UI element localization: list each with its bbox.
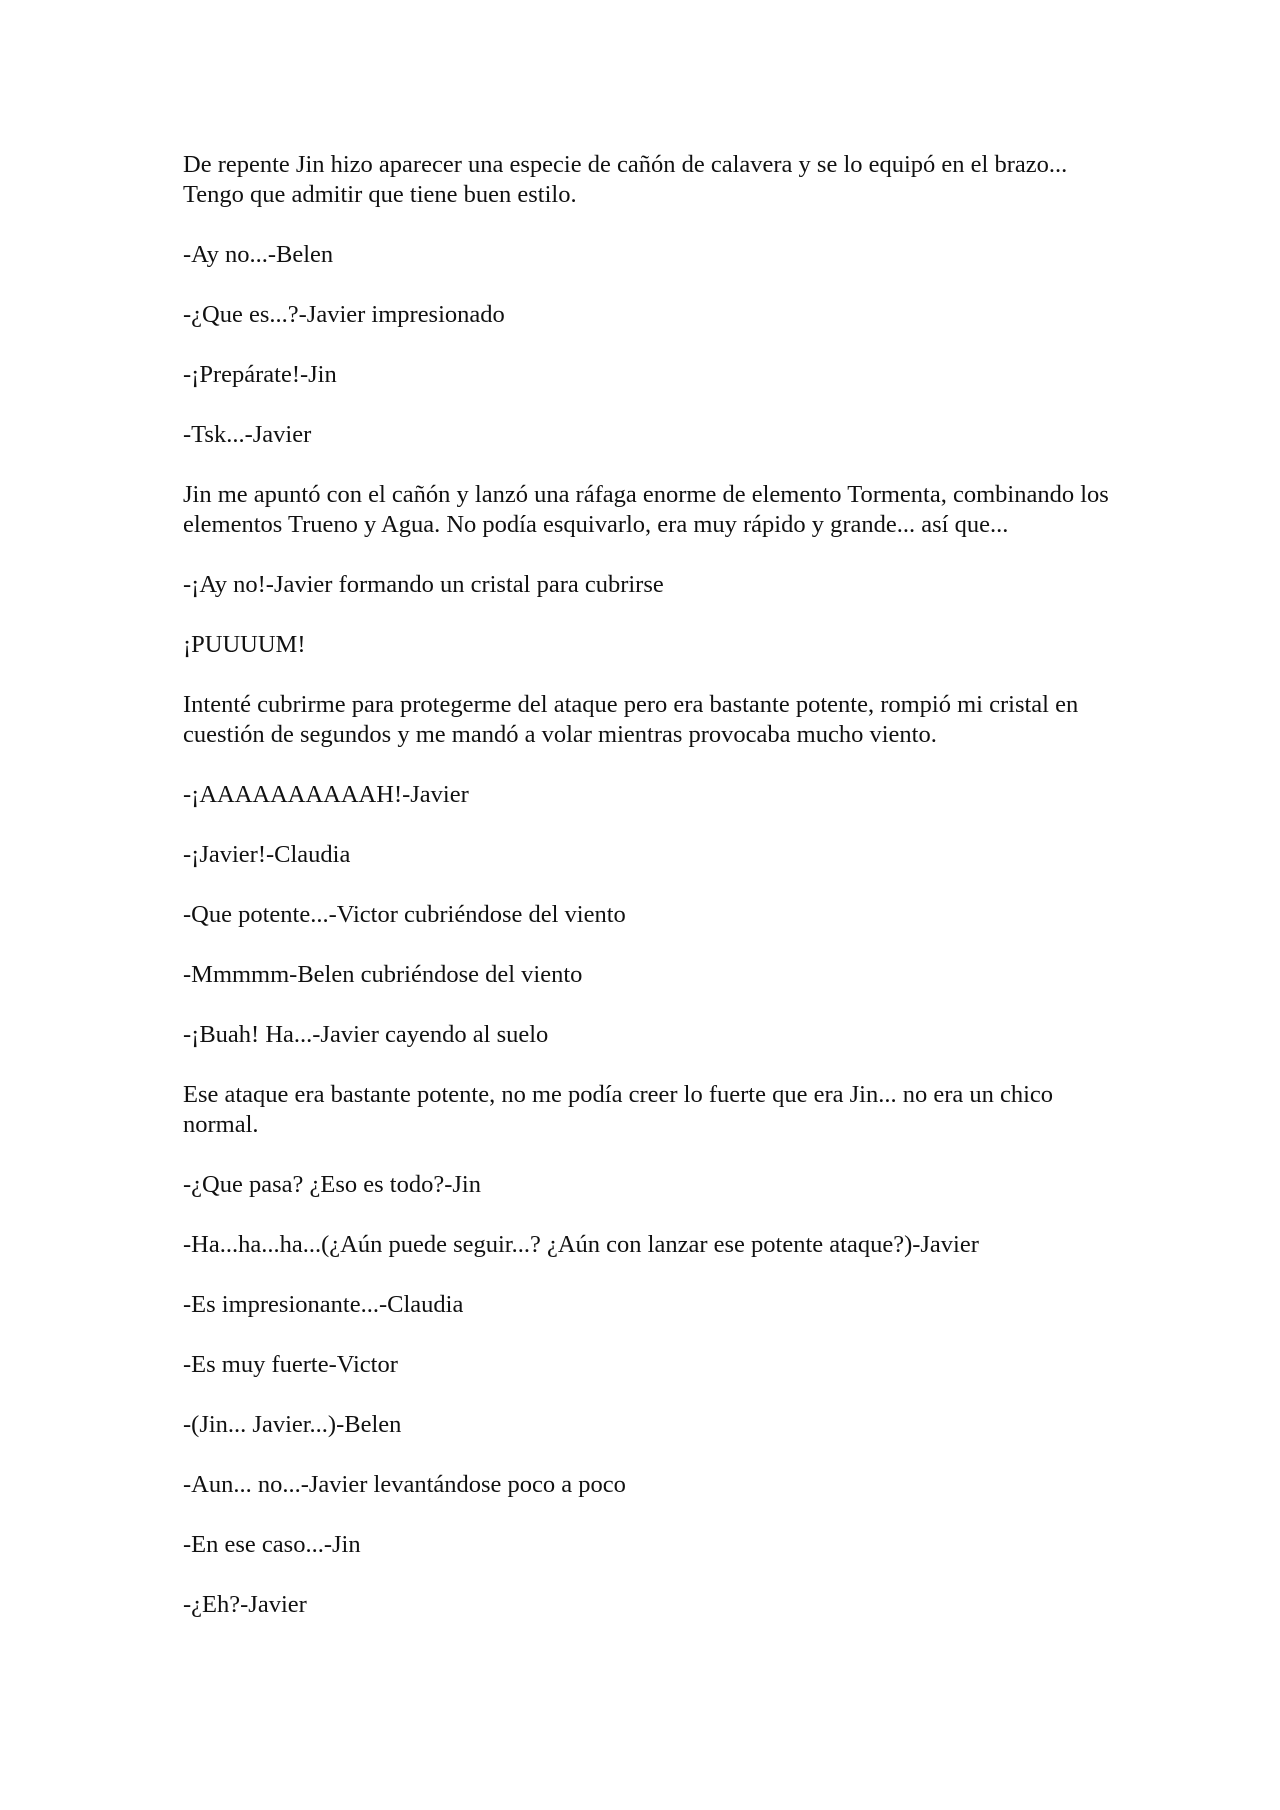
dialogue-line: -Es impresionante...-Claudia bbox=[183, 1291, 464, 1318]
narration-paragraph: Intenté cubrirme para protegerme del ataque pero era bastante potente, rompió mi cristal en cuestión de segundos y me mandó a volar mientras provocaba mucho viento. bbox=[183, 691, 1079, 748]
dialogue-line: -Aun... no...-Javier levantándose poco a poco bbox=[183, 1471, 626, 1498]
dialogue-line: -¡AAAAAAAAAAH!-Javier bbox=[183, 781, 469, 808]
narration-paragraph: Jin me apuntó con el cañón y lanzó una ráfaga enorme de elemento Tormenta, combinando los elementos Trueno y Agua. No podía esquivarlo, era muy rápido y grande... así que... bbox=[183, 481, 1109, 538]
dialogue-line: -¡Prepárate!-Jin bbox=[183, 361, 337, 388]
dialogue-line: -Tsk...-Javier bbox=[183, 421, 312, 448]
dialogue-line: -En ese caso...-Jin bbox=[183, 1531, 361, 1558]
dialogue-line: -Ha...ha...ha...(¿Aún puede seguir...? ¿Aún con lanzar ese potente ataque?)-Javier bbox=[183, 1231, 979, 1258]
dialogue-line: -¡Ay no!-Javier formando un cristal para cubrirse bbox=[183, 571, 664, 598]
narration-paragraph: Ese ataque era bastante potente, no me podía creer lo fuerte que era Jin... no era un chico normal. bbox=[183, 1081, 1054, 1138]
narration-paragraph: De repente Jin hizo aparecer una especie de cañón de calavera y se lo equipó en el brazo... Tengo que admitir que tiene buen estilo. bbox=[183, 151, 1068, 208]
sound-effect-line: ¡PUUUUM! bbox=[183, 631, 306, 658]
dialogue-line: -(Jin... Javier...)-Belen bbox=[183, 1411, 402, 1438]
dialogue-line: -¿Que es...?-Javier impresionado bbox=[183, 301, 505, 328]
dialogue-line: -¿Que pasa? ¿Eso es todo?-Jin bbox=[183, 1171, 481, 1198]
story-text bbox=[183, 150, 1113, 1650]
dialogue-line: -¿Eh?-Javier bbox=[183, 1591, 307, 1618]
dialogue-line: -¡Javier!-Claudia bbox=[183, 841, 351, 868]
dialogue-line: -Ay no...-Belen bbox=[183, 241, 334, 268]
dialogue-line: -Mmmmm-Belen cubriéndose del viento bbox=[183, 961, 583, 988]
dialogue-line: -Es muy fuerte-Victor bbox=[183, 1351, 398, 1378]
dialogue-line: -¡Buah! Ha...-Javier cayendo al suelo bbox=[183, 1021, 549, 1048]
dialogue-line: -Que potente...-Victor cubriéndose del viento bbox=[183, 901, 626, 928]
